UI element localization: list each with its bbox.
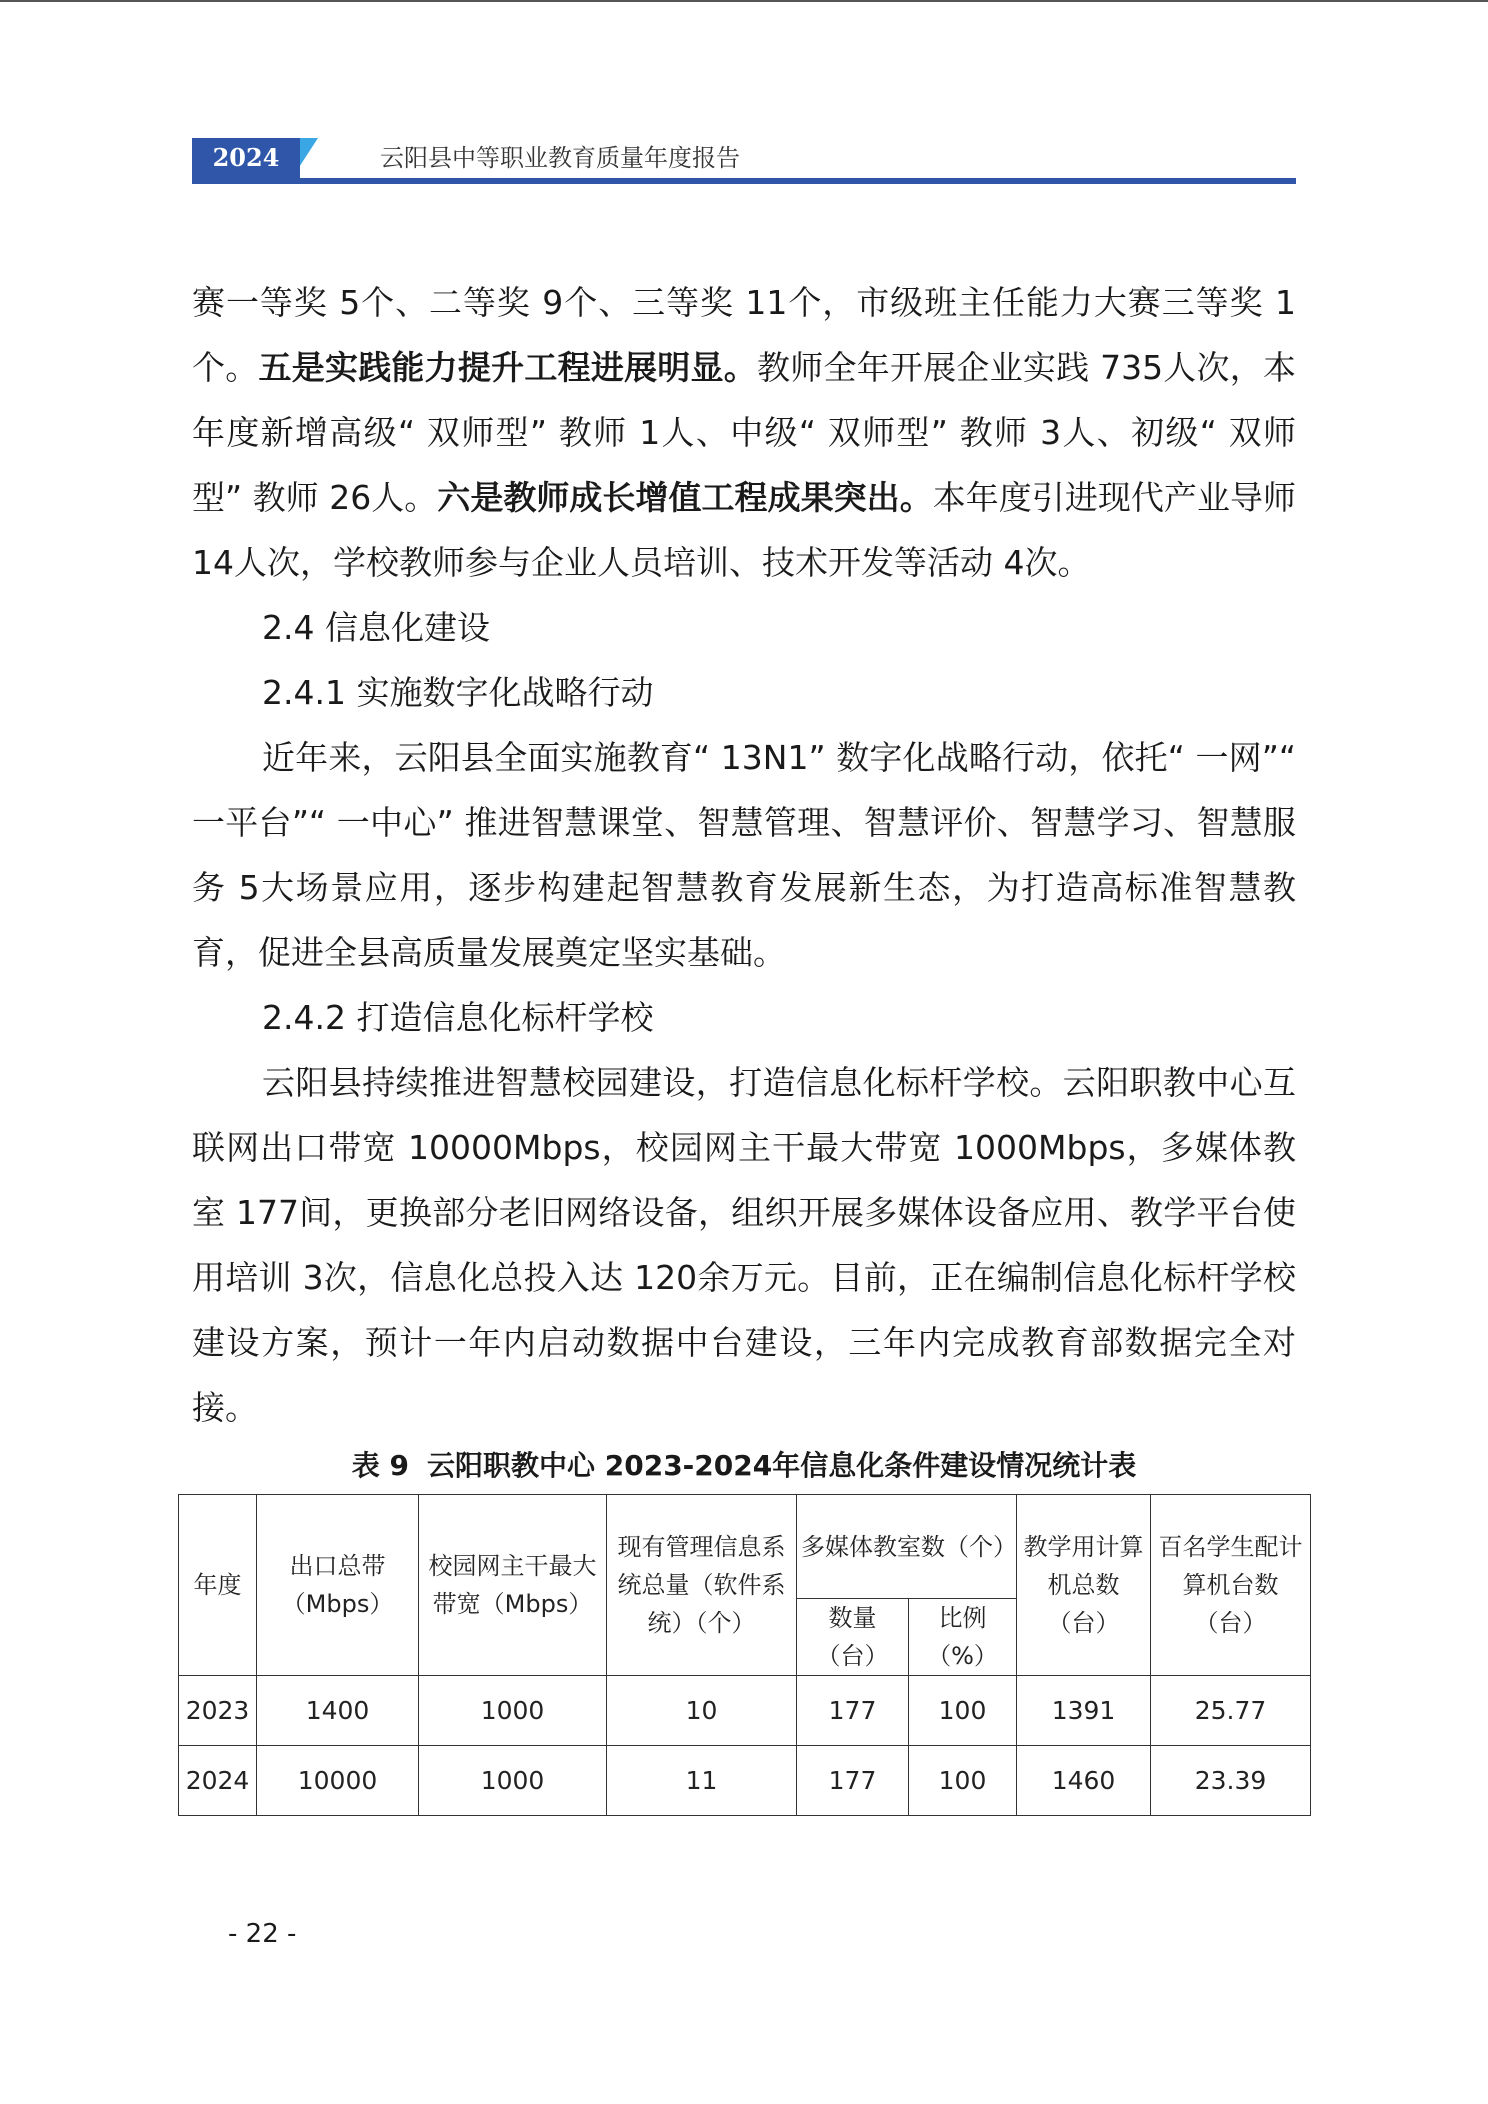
cell-mgmt-systems: 10 bbox=[607, 1676, 797, 1746]
paragraph-text: 教师全年开展企业实践 735人次，本年度新增高级“ 双师型” 教师 1人、中级“ 双师型” 教师 3人、初级“ 双师型” 教师 26人。 bbox=[192, 348, 1297, 517]
col-header-year: 年度 bbox=[179, 1495, 257, 1676]
heading-2-4-2: 2.4.2 打造信息化标杆学校 bbox=[262, 998, 654, 1037]
header-year-badge: 2024 bbox=[192, 138, 300, 178]
cell-backbone: 1000 bbox=[419, 1676, 607, 1746]
header-report-title: 云阳县中等职业教育质量年度报告 bbox=[380, 144, 740, 172]
bold-lead-6: 六是教师成长增值工程成果突出。 bbox=[437, 478, 933, 517]
col-header-bandwidth-out: 出口总带（Mbps） bbox=[257, 1495, 419, 1676]
cell-bandwidth-out: 10000 bbox=[257, 1746, 419, 1816]
header-underline bbox=[192, 178, 1296, 184]
cell-per-hundred: 25.77 bbox=[1151, 1676, 1311, 1746]
document-body bbox=[192, 270, 1296, 1440]
cell-bandwidth-out: 1400 bbox=[257, 1676, 419, 1746]
paragraph-text: 本年度引进现代产业导师 14人次，学校教师参与企业人员培训、技术开发等活动 4次。 bbox=[192, 478, 1296, 582]
heading-2-4: 2.4 信息化建设 bbox=[262, 608, 490, 647]
info-construction-table bbox=[178, 1494, 1311, 1816]
col-header-computers: 教学用计算机总数（台） bbox=[1017, 1495, 1151, 1676]
paragraph-digital-strategy: 近年来，云阳县全面实施教育“ 13N1” 数字化战略行动，依托“ 一网”“ 一平台”“ 一中心” 推进智慧课堂、智慧管理、智慧评价、智慧学习、智慧服务 5大场景应用，逐步构建起智慧教育发展新生态，为打造高标准智慧教育，促进全县高质量发展奠定坚实基础。 bbox=[192, 738, 1296, 972]
table-caption bbox=[0, 1446, 1488, 1486]
col-header-multimedia: 多媒体教室数（个） bbox=[797, 1495, 1017, 1599]
page-header bbox=[192, 138, 1296, 184]
col-header-backbone: 校园网主干最大带宽（Mbps） bbox=[419, 1495, 607, 1676]
cell-per-hundred: 23.39 bbox=[1151, 1746, 1311, 1816]
cell-year: 2023 bbox=[179, 1676, 257, 1746]
page-top-rule bbox=[0, 0, 1488, 2]
cell-computers: 1460 bbox=[1017, 1746, 1151, 1816]
cell-backbone: 1000 bbox=[419, 1746, 607, 1816]
cell-mgmt-systems: 11 bbox=[607, 1746, 797, 1816]
bold-lead-5: 五是实践能力提升工程进展明显。 bbox=[258, 348, 758, 387]
col-header-mm-ratio: 比例（%） bbox=[909, 1599, 1017, 1676]
cell-mm-ratio: 100 bbox=[909, 1746, 1017, 1816]
col-header-mm-count: 数量（台） bbox=[797, 1599, 909, 1676]
heading-2-4-1: 2.4.1 实施数字化战略行动 bbox=[262, 673, 654, 712]
cell-mm-count: 177 bbox=[797, 1746, 909, 1816]
table-number: 表 9 bbox=[351, 1449, 409, 1482]
paragraph-benchmark-school: 云阳县持续推进智慧校园建设，打造信息化标杆学校。云阳职教中心互联网出口带宽 10000Mbps，校园网主干最大带宽 1000Mbps，多媒体教室 177间，更换部分老旧网络设备，组织开展多媒体设备应用、教学平台使用培训 3次，信息化总投入达 120余万元。目前，正在编制信息化标杆学校建设方案，预计一年内启动数据中台建设，三年内完成教育部数据完全对接。 bbox=[192, 1063, 1296, 1427]
table-row bbox=[179, 1746, 1311, 1816]
paragraph-teacher-development bbox=[192, 270, 1296, 595]
table-title: 云阳职教中心 2023-2024年信息化条件建设情况统计表 bbox=[427, 1449, 1137, 1482]
col-header-mgmt-systems: 现有管理信息系统总量（软件系统）（个） bbox=[607, 1495, 797, 1676]
col-header-per-hundred: 百名学生配计算机台数（台） bbox=[1151, 1495, 1311, 1676]
cell-computers: 1391 bbox=[1017, 1676, 1151, 1746]
paragraph-text: 赛一等奖 5个、二等奖 9个、三等奖 11个，市级班主任能力大赛三等奖 1个。 bbox=[192, 283, 1296, 387]
page-number: - 22 - bbox=[228, 1919, 297, 1949]
cell-mm-ratio: 100 bbox=[909, 1676, 1017, 1746]
cell-year: 2024 bbox=[179, 1746, 257, 1816]
cell-mm-count: 177 bbox=[797, 1676, 909, 1746]
table-row bbox=[179, 1676, 1311, 1746]
